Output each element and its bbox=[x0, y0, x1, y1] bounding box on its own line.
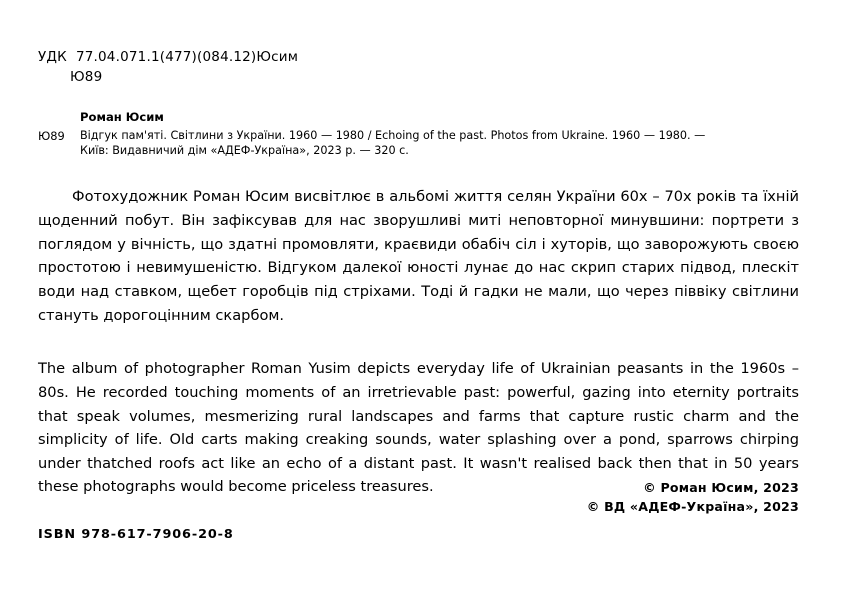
annotation-paragraph-english: The album of photographer Roman Yusim depicts everyday life of Ukrainian peasants in the 1960s – 80s. He recorded touching moments of an irretrievable past: powerful, gazing into eternity portraits that speak volumes, mesmerizing rural landscapes and farms that capture rustic charm and the simplicity of life. Old carts making creaking sounds, water splashing over a pond, sparrows chirping under thatched roofs act like an echo of a distant past. It wasn't realised back then that in 50 years these photographs would become priceless treasures. bbox=[38, 360, 799, 496]
page-footer bbox=[38, 478, 799, 542]
udc-line-primary: УДК 77.04.071.1(477)(084.12)Юсим bbox=[38, 49, 299, 65]
udc-block bbox=[38, 48, 799, 87]
copyright-author: © Роман Юсим, 2023 bbox=[643, 479, 799, 495]
udc-line-sigil: Ю89 bbox=[70, 68, 103, 85]
catalogue-card-sigil: Ю89 bbox=[38, 128, 65, 143]
catalogue-card-body bbox=[38, 128, 799, 160]
catalogue-card-description-line2: Київ: Видавничий дім «АДЕФ-Україна», 2023 р. — 320 с. bbox=[80, 144, 409, 158]
annotation-block bbox=[38, 185, 799, 499]
isbn-value: ISBN 978-617-7906-20-8 bbox=[38, 527, 234, 542]
catalogue-card-description-line1: Відгук пам'яті. Світлини з України. 1960 — 1980 / Echoing of the past. Photos from Ukraine. 1960 — 1980. — bbox=[80, 128, 706, 142]
catalogue-card bbox=[38, 109, 799, 159]
annotation-paragraph-ukrainian: Фотохудожник Роман Юсим висвітлює в альбомі життя селян України 60х – 70х років та їхній щоденний побут. Він зафіксував для нас зворушливі миті неповторної минувшини: портрети з поглядом у вічність, що здатні промовляти, краєвиди обабіч сіл і хуторів, що заворожують своєю простотою і невимушеністю. Відгуком далекої юності лунає до нас скрип старих підвод, плескіт води над ставком, щебет горобців під стріхами. Тоді й гадки не мали, що через піввіку світлини стануть дорогоцінним скарбом. bbox=[38, 188, 799, 324]
catalogue-card-description bbox=[80, 128, 799, 160]
isbn-row bbox=[38, 517, 799, 542]
copyright-publisher: © ВД «АДЕФ-Україна», 2023 bbox=[586, 499, 799, 515]
copyright-block bbox=[38, 478, 799, 517]
catalogue-card-author: Роман Юсим bbox=[80, 110, 164, 125]
